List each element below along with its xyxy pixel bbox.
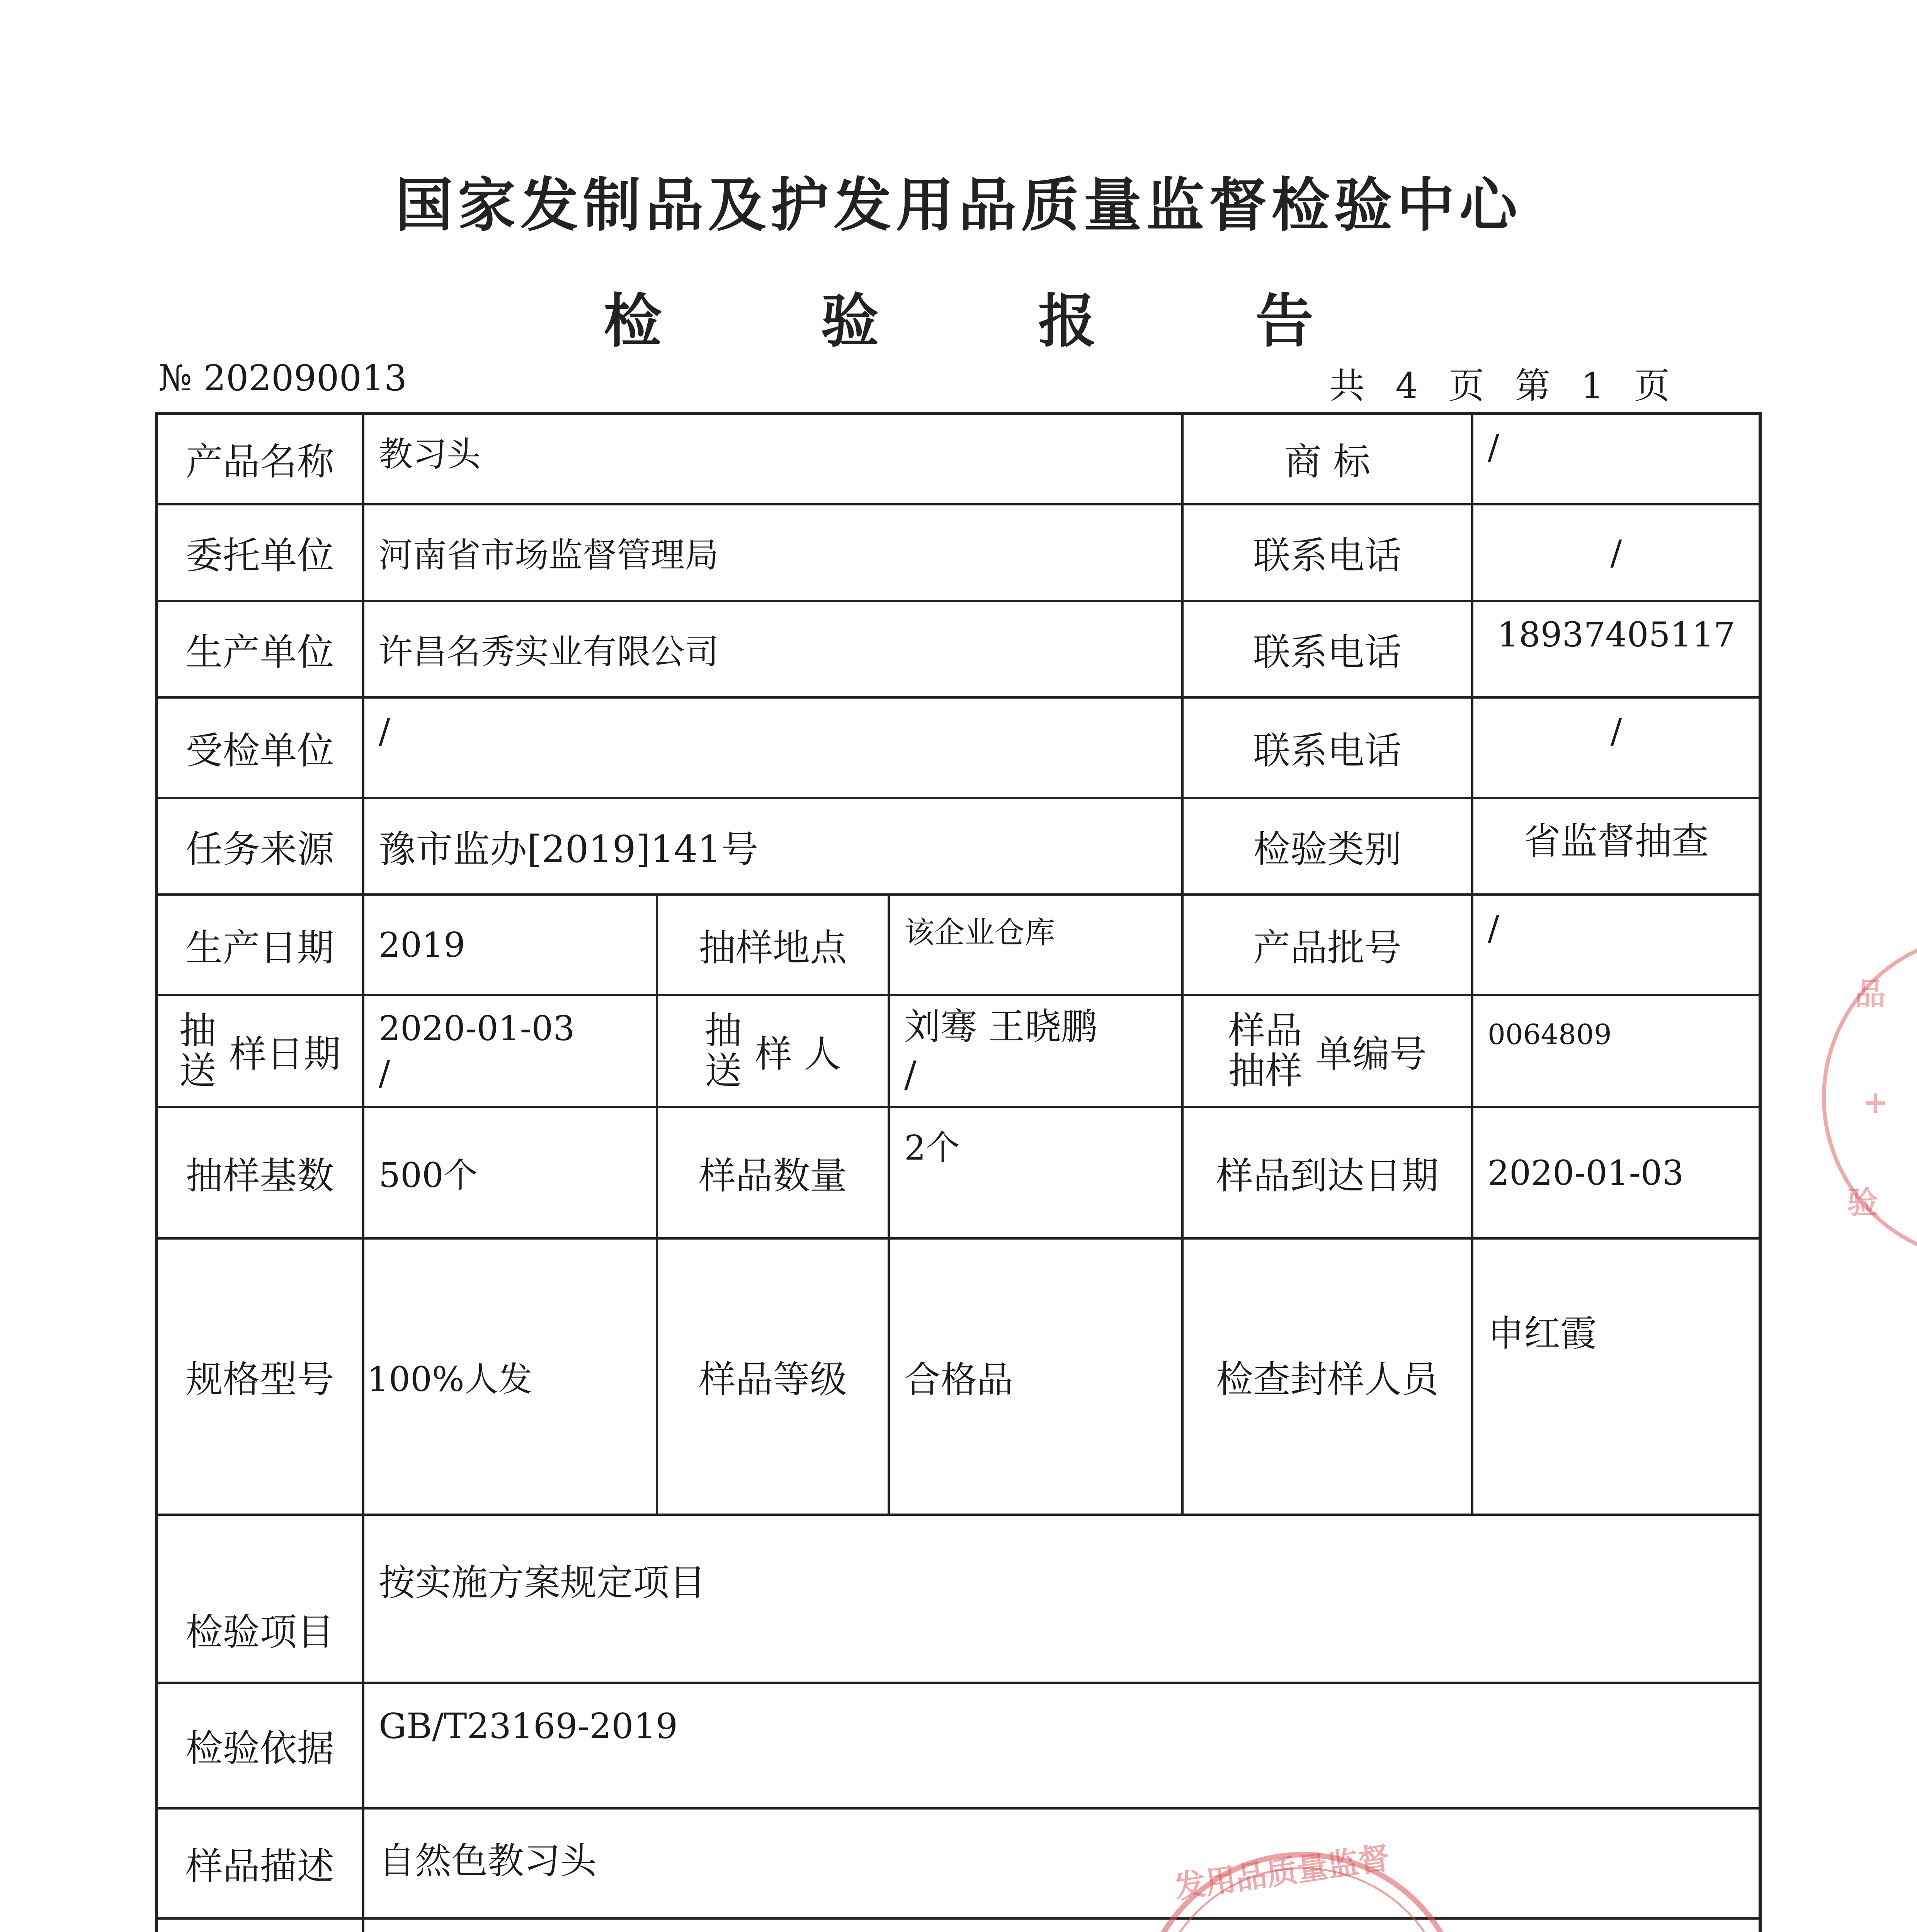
trademark-value: / [1488,427,1499,467]
spec-label: 规格型号 [185,1358,334,1401]
sampling-form-number-value: 0064809 [1488,1018,1612,1051]
inspection-type-label: 检验类别 [1253,827,1402,871]
sample-description-value: 自然色教习头 [379,1840,597,1882]
product-name-value: 教习头 [379,434,481,474]
inspection-seal-stamp [1113,1816,1492,1932]
svg-text:发用品质量监督: 发用品质量监督 [1172,1840,1392,1906]
manufacturer-phone-label: 联系电话 [1253,630,1402,674]
production-date-value: 2019 [379,925,465,965]
inspected-unit-label: 受检单位 [185,729,334,772]
spec-value: 100%人发 [367,1359,532,1399]
sample-quantity-label: 样品数量 [699,1154,847,1197]
page-seam-seal-stamp [1808,896,1917,1298]
inspected-unit-value: / [379,711,390,751]
report-number: № 202090013 [158,357,407,399]
svg-text:+: + [1863,1084,1889,1120]
sample-grade-value: 合格品 [904,1359,1014,1401]
svg-text:验: 验 [1847,1185,1878,1221]
sampling-base-value: 500个 [379,1155,478,1195]
svg-text:品: 品 [1855,976,1886,1012]
manufacturer-value: 许昌名秀实业有限公司 [379,632,719,672]
production-date-label: 生产日期 [185,926,334,969]
arrival-date-label: 样品到达日期 [1216,1154,1439,1197]
batch-number-label: 产品批号 [1253,926,1402,969]
inspection-basis-value: GB/T23169-2019 [379,1706,678,1747]
task-source-value: 豫市监办[2019]141号 [379,827,759,871]
sealing-person-value: 申红霞 [1488,1313,1597,1355]
inspected-phone-value: / [1610,711,1622,751]
manufacturer-phone-value: 18937405117 [1497,615,1735,655]
inspected-phone-label: 联系电话 [1253,729,1402,772]
sampler-value: 刘骞 王晓鹏 / [904,1005,1097,1096]
trademark-label: 商 标 [1284,440,1371,483]
sampling-location-value: 该企业仓库 [904,915,1055,950]
sampling-form-number-label: 样品 抽样 单编号 [1228,1009,1427,1092]
conclusion-value [363,1918,1760,1932]
page-info: 共 4 页 第 1 页 [1329,365,1670,406]
sampler-label: 抽 送 样 人 [704,1009,841,1092]
conclusion-label [156,1918,363,1932]
sample-quantity-value: 2个 [904,1128,960,1168]
sample-description-label: 样品描述 [185,1845,334,1888]
manufacturer-label: 生产单位 [185,630,334,674]
sampling-base-label: 抽样基数 [185,1154,334,1197]
client-phone-label: 联系电话 [1253,534,1402,577]
sample-grade-label: 样品等级 [699,1358,847,1401]
task-source-label: 任务来源 [185,827,334,871]
batch-number-value: / [1488,908,1499,948]
client-phone-value: / [1610,532,1622,573]
sampling-date-value: 2020-01-03 / [379,1008,575,1093]
product-name-label: 产品名称 [185,440,334,483]
inspection-type-value: 省监督抽查 [1523,820,1709,863]
inspection-basis-label: 检验依据 [185,1727,334,1770]
inspection-items-label: 检验项目 [185,1611,334,1654]
sampling-date-label: 抽 送 样日期 [179,1009,341,1092]
institution-title: 国家发制品及护发用品质量监督检验中心 [395,172,1522,239]
inspection-items-value: 按实施方案规定项目 [379,1562,706,1604]
arrival-date-value: 2020-01-03 [1488,1153,1684,1193]
sealing-person-label: 检查封样人员 [1216,1358,1439,1401]
sampling-location-label: 抽样地点 [699,926,847,969]
client-value: 河南省市场监督管理局 [379,535,719,575]
report-title: 检 验 报 告 [604,288,1383,355]
client-label: 委托单位 [185,534,334,577]
